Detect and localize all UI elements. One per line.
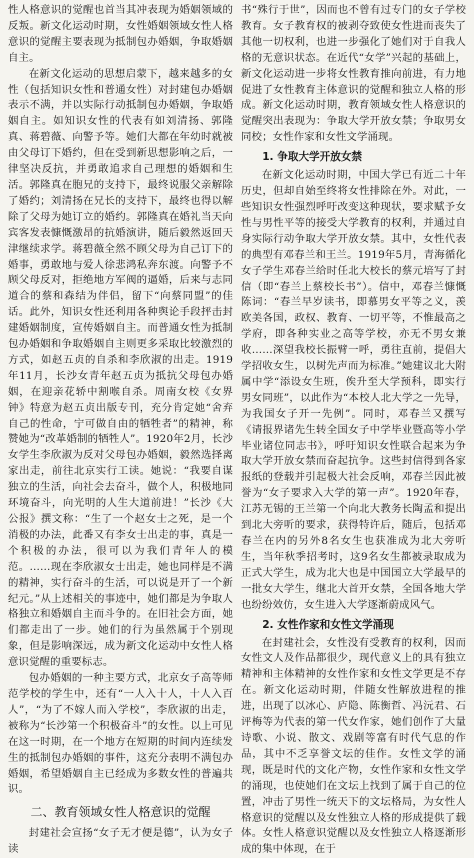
paragraph: 在新文化运动的思想启蒙下，越来越多的女性（包括知识女性和普通女性）对封建包办婚姻表示不满，并以实际行动抵制包办婚姻，争取婚姻自主。如知识女性的代表有如刘清扬、郭隆真、蒋碧薇、向警予等。她们大都在年幼时就被由父母订下婚约，但在受到新思想影响之后，一律坚决反抗，并勇敢追求自己理想的婚姻和生活。郭隆真在胞兄的支持下，最终说服父亲解除了婚约；刘清扬在兄长的支持下，最终也得以解除了父母为她订立的婚约。郭隆真在婚礼当天向宾客发表慷慨激昂的抗婚演讲，随后毅然返回天津继续求学。蒋碧薇全然不顾父母为自己订下的婚事，勇敢地与爱人徐悲鸿私奔东渡。向警予不顾父母反对，拒绝地方军阀的逼婚，后来与志同道合的蔡和森结为伴侣，留下“向蔡同盟”的佳话。此外，知识女性还利用各种舆论手段抨击封建婚姻制度，宣传婚姻自主。而普通女性为抵制包办婚姻和争取婚姻自主则更多采取比较激烈的方式，如赵五贞的自杀和李欣淑的出走。1919年11月，长沙女青年赵五贞为抵抗父母包办婚姻，在迎亲花轿中割喉自杀。周南女校《女界钟》特意为赵五贞出版专刊，充分肯定她“舍弃自己的性命，宁可做自由的牺牲者”的精神，称赞她为“改革婚制的牺牲人”。1920年2月，长沙女学生李欣淑为反对父母包办婚姻，毅然选择离家出走，前往北京实行工读。她说：“我要自谋独立的生活，向社会去奋斗，做个人，积极地同环境奋斗，向光明的人生大道前进！”长沙《大公报》撰文称：“生了一个赵女士之死，是一个消极的办法，此番又有李女士出走的事，真是一个积极的办法，很可以为我们青年人的模范。……现在李欣淑女士出走，她也同样是不满的精神，实行奋斗的生活，可以说是开了一个新纪元。”从上述相关的事迹中，她们都是为争取人格独立和婚姻自主而斗争的。在旧社会方面，她们都走出了一步。她们的行为虽然属于个别现象，但是影响深远，成为新文化运动中女性人格意识觉醒的重要标志。 — [8, 67, 233, 669]
section-heading: 二、教育领域女性人格意识的觉醒 — [30, 805, 211, 820]
paragraph: 在新文化运动时期，中国大学已有近二十年历史，但却自始至终将女性排除在外。对此，一些知识女性强烈呼吁改变这种现状，要求赋予女性与男性平等的接受大学教育的权利，并通过自身实际行动争取大学开放女禁。其中，女性代表的典型有邓春兰和王兰。1919年5月，青海循化女子学生邓春兰给时任北大校长的蔡元培写了封信（即“春兰上蔡校长书”）。信中，邓春兰慷慨陈词：“春兰早岁读书，即慕男女平等之义，羡欧美各国，政权、教育、一切平等，不惟最高之学府，即各种实业之高等学校，亦无不男女兼收……深望我校长振臂一呼，勇往直前，提倡大学招收女生，以树先声而为标准。”她建议北大附属中学“添设女生班，俟升至大学预科，即实行男女同班”，以此作为“本校人北大学之一先导，为我国女子开一先例”。同时，邓春兰又撰写《请报界诸先生转全国女子中学毕业暨高等小学毕业诸位同志书》，呼吁知识女性联合起来为争取大学开放女禁而奋起抗争。这些封信得到各家报纸的登载并引起极大社会反响，邓春兰因此被誉为“女子要求入大学的第一声”。1920年春，江苏无锡的王兰第一个向北大教务长陶孟和提出到北大旁听的要求，获得特许后，随后，包括邓春兰在内的另外8名女生也获准成为北大旁听生，当年秋季招考时，这9名女生都被录取成为正式大学生，成为北大也是中国国立大学最早的一批女大学生，继北大首开女禁，全国各地大学也纷纷效仿，女生进入大学逐渐蔚成风气。 — [241, 169, 466, 611]
paragraph: 封建社会宣扬“女子无才便是德”，认为女子读 — [8, 827, 233, 856]
paragraph: 包办婚姻的一种主要方式，北京女子高等师范学校的学生中，还有“一人入十人，十人入百人”，“为了不嫁人而入学校”，李欣淑的出走，被称为“长沙第一个积极奋斗”的女性。以上可见在这一时期，在一个地方在短期的时间内连续发生的抵制包办婚姻的事件，这充分表明不满包办婚姻，希望婚姻自主已经成为多数女性的普遍共识。 — [8, 672, 233, 796]
paragraph: 在封建社会，女性没有受教育的权利，因而女性文人及作品都很少，现代意义上的具有独立精神和主体精神的女性作家和女性文学更是不存在。新文化运动时期，伴随女性解放进程的推进，出现了以冰心、庐隐、陈衡哲、冯沅君、石评梅等为代表的第一代女作家，她们创作了大量诗歌、小说、散文、戏剧等富有时代气息的作品，其中不乏享誉文坛的佳作。女性文学的涌现，既是时代的文化产物，女性作家和女性文学的涌现，也使她们在文坛上找到了属于自己的位置，冲击了男性一统天下的文坛格局，为女性人格意识的觉醒以及女性独立人格的形成提供了载体。女性人格意识觉醒以及女性独立人格逐渐形成的集中体现，在于 — [241, 636, 466, 856]
paragraph: 性人格意识的觉醒也首当其冲表现为婚姻领域的反叛。新文化运动时期，女性婚姻领域女性人格意识的觉醒主要表现为抵制包办婚姻，争取婚姻自主。 — [8, 4, 233, 64]
subsection-heading: 2. 女性作家和女性文学涌现 — [262, 618, 394, 631]
right-column — [241, 3, 466, 856]
subsection-heading: 1. 争取大学开放女禁 — [262, 151, 363, 164]
left-column — [8, 3, 233, 856]
paragraph: 书“殊行于世”，因而也不曾有过专门的女子学校教育。女子教育权的被剥夺致使女性进而丧失了其他一切权利，也进一步强化了她们对于自我人格的无意识状态。在近代“女学”兴起的基础上，新文化运动进一步将女性教育推向前进，有力地促进了女性教育主体意识的觉醒和独立人格的形成。新文化运动时期，教育领域女性人格意识的觉醒突出表现为：争取大学开放女禁；争取男女同校；女性作家和女性文学涌现。 — [241, 4, 466, 144]
